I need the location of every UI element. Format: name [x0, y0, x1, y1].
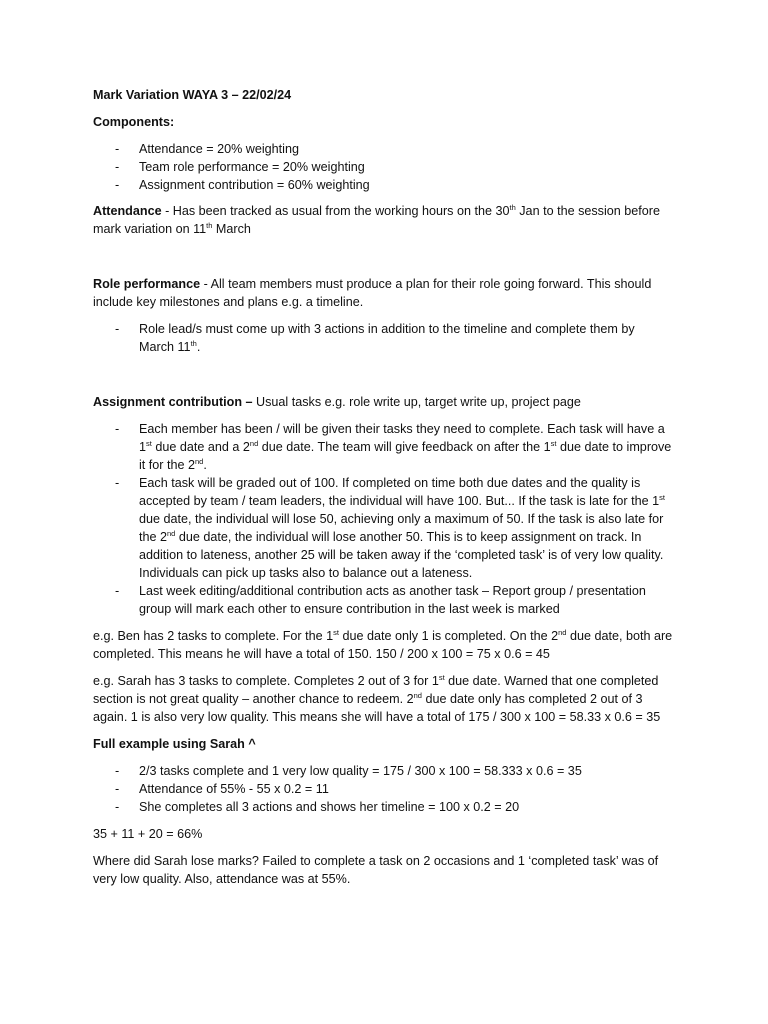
full-example-heading: Full example using Sarah ^: [93, 737, 256, 751]
list-item: [93, 140, 673, 158]
superscript: nd: [167, 528, 176, 538]
bullet-dash: -: [115, 178, 120, 192]
document-title: Mark Variation WAYA 3 – 22/02/24: [93, 88, 292, 102]
bullet-dash: -: [115, 422, 120, 436]
text-run: due date only has completed 2 out of 3 again. 1 is also very low quality. This means she will have a total of 175 / 300 x 100 = 58.33 x 0.6 = 35: [93, 692, 661, 724]
sarah-example: [93, 672, 673, 726]
component-assignment: Assignment contribution = 60% weighting: [139, 178, 370, 192]
text-run: due date, the individual will lose 50, achieving only a maximum of 50. If the task is also late for the 2: [139, 512, 664, 544]
total-line: 35 + 11 + 20 = 66%: [93, 827, 203, 841]
bullet-dash: -: [115, 764, 120, 778]
superscript: st: [333, 627, 339, 637]
superscript: st: [438, 672, 445, 682]
bullet-dash: -: [115, 142, 120, 156]
component-attendance: Attendance = 20% weighting: [139, 142, 299, 156]
list-item: [93, 158, 673, 176]
text-run: - Has been tracked as usual from the working hours on the 30: [161, 204, 510, 218]
bullet-dash: -: [115, 160, 120, 174]
bullet-dash: -: [115, 800, 120, 814]
list-item: [93, 320, 673, 356]
superscript: nd: [558, 627, 567, 637]
text-run: due date. The team will give feedback on after the 1: [258, 440, 551, 454]
text-run: due date. Warned that one completed section is not great quality – another chance to redeem. 2: [93, 674, 659, 706]
list-item: [93, 798, 673, 816]
text-run: due date only 1 is completed. On the 2: [338, 629, 559, 643]
role-list: [93, 320, 673, 356]
bullet-dash: -: [115, 322, 120, 336]
text-run: 2/3 tasks complete and 1 very low quality = 175 / 300 x 100 = 58.333 x 0.6 = 35: [139, 764, 582, 778]
superscript: nd: [195, 456, 204, 466]
text-run: .: [196, 340, 201, 354]
assignment-paragraph: [93, 393, 673, 411]
text-run: due date, both are completed. This means he will have a total of 150. 150 / 200 x 100 = 75 x 0.6 = 45: [93, 629, 673, 661]
document-body: [93, 86, 673, 888]
ben-example: [93, 627, 673, 663]
attendance-label: Attendance: [93, 204, 162, 218]
text-run: March: [212, 222, 251, 236]
attendance-paragraph: [93, 202, 673, 238]
text-run: .: [203, 458, 207, 472]
text-run: Each task will be graded out of 100. If completed on time both due dates and the quality is accepted by team / team leaders, the individual will have 100. But... If the task is late for the 1: [139, 476, 660, 508]
superscript: th: [206, 220, 213, 230]
list-item: [93, 474, 673, 582]
assignment-label: Assignment contribution –: [93, 395, 253, 409]
list-item: [93, 762, 673, 780]
text-run: Attendance of 55% - 55 x 0.2 = 11: [139, 782, 329, 796]
superscript: nd: [249, 438, 259, 448]
components-heading: Components:: [93, 115, 175, 129]
components-list: [93, 140, 673, 194]
full-example-list: [93, 762, 673, 816]
text-run: Role lead/s must come up with 3 actions in addition to the timeline and complete them by March 11: [139, 322, 635, 354]
superscript: st: [550, 438, 557, 448]
list-item: [93, 420, 673, 474]
conclusion-paragraph: Where did Sarah lose marks? Failed to complete a task on 2 occasions and 1 ‘completed task’ was of very low quality. Also, attendance was at 55%.: [93, 854, 659, 886]
superscript: th: [190, 338, 197, 348]
superscript: st: [146, 438, 152, 448]
bullet-dash: -: [115, 782, 120, 796]
text-run: Usual tasks e.g. role write up, target write up, project page: [252, 395, 581, 409]
text-run: Last week editing/additional contribution acts as another task – Report group / presentation group will mark each other to ensure contribution in the last week is marked: [139, 584, 646, 616]
text-run: due date, the individual will lose another 50. This is to keep assignment on track. In addition to lateness, another 25 will be taken away if the ‘completed task’ is of very low quality. Individuals can pick up tasks also to balance out a lateness.: [139, 530, 664, 580]
bullet-dash: -: [115, 476, 120, 490]
list-item: [93, 176, 673, 194]
text-run: due date and a 2: [151, 440, 250, 454]
text-run: - All team members must produce a plan for their role going forward. This should include key milestones and plans e.g. a timeline.: [93, 277, 652, 309]
list-item: [93, 582, 673, 618]
text-run: due date to improve it for the 2: [139, 440, 672, 472]
role-paragraph: [93, 275, 673, 311]
superscript: st: [659, 492, 665, 502]
superscript: nd: [413, 690, 422, 700]
bullet-dash: -: [115, 584, 120, 598]
role-label: Role performance: [93, 277, 201, 291]
assignment-list: [93, 420, 673, 618]
superscript: th: [509, 202, 516, 212]
text-run: She completes all 3 actions and shows her timeline = 100 x 0.2 = 20: [139, 800, 520, 814]
text-run: Each member has been / will be given their tasks they need to complete. Each task will have a 1: [139, 422, 665, 454]
text-run: e.g. Sarah has 3 tasks to complete. Completes 2 out of 3 for 1: [93, 674, 439, 688]
text-run: e.g. Ben has 2 tasks to complete. For the 1: [93, 629, 334, 643]
text-run: Jan to the session before mark variation on 11: [93, 204, 660, 236]
component-role: Team role performance = 20% weighting: [139, 160, 365, 174]
list-item: [93, 780, 673, 798]
